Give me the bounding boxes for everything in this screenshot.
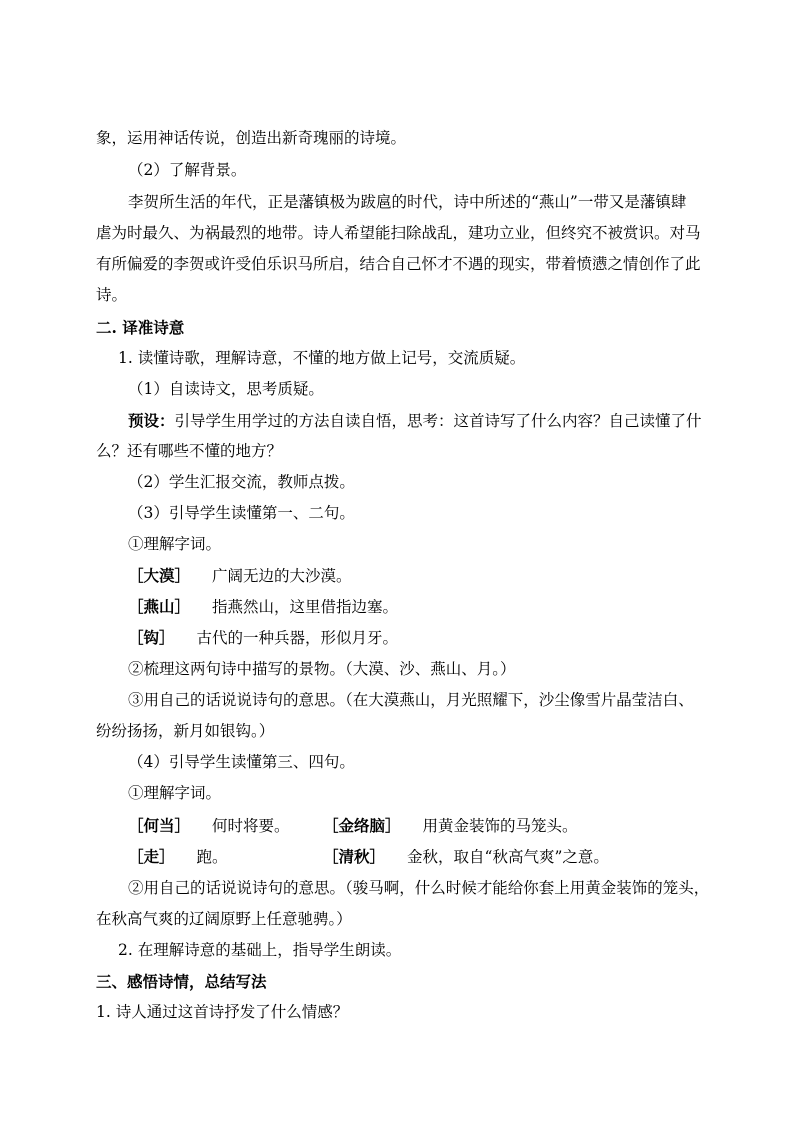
definition: 古代的一种兵器，形似月牙。 — [196, 629, 399, 647]
question-item: 1. 诗人通过这首诗抒发了什么情感？ — [96, 1003, 349, 1021]
sub-item: （2）学生汇报交流，教师点拨。 — [128, 473, 355, 491]
section-heading: 三、感悟诗情，总结写法 — [96, 972, 267, 991]
subsection-heading: （2）了解背景。 — [128, 161, 247, 179]
term: ［燕山］ — [128, 597, 191, 616]
step-item: ①理解字词。 — [128, 535, 222, 553]
list-item: 1. 读懂诗歌，理解诗意，不懂的地方做上记号，交流质疑。 — [118, 349, 526, 367]
definition: 何时将要。 — [212, 817, 290, 835]
term-definition — [323, 847, 609, 867]
sub-item: （3）引导学生读懂第一、二句。 — [128, 504, 355, 522]
paragraph-line: 在秋高气爽的辽阔原野上任意驰骋。） — [96, 910, 352, 928]
term-definition — [128, 847, 228, 867]
paragraph-line: 象，运用神话传说，创造出新奇瑰丽的诗境。 — [96, 129, 407, 147]
list-item: 2. 在理解诗意的基础上，指导学生朗读。 — [118, 941, 402, 959]
preset-text: 引导学生用学过的方法自读自悟，思考：这首诗写了什么内容？自己读懂了什 — [174, 412, 702, 430]
step-item: ①理解字词。 — [128, 784, 222, 802]
term: ［清秋］ — [323, 847, 386, 866]
paragraph-line: 纷纷扬扬，新月如银钩。） — [96, 722, 275, 740]
term: ［金络脑］ — [323, 816, 401, 835]
step-item: ③用自己的话说说诗句的意思。（在大漠燕山，月光照耀下，沙尘像雪片晶莹洁白、 — [128, 691, 694, 709]
paragraph-line: 有所偏爱的李贺或许受伯乐识马所启，结合自己怀才不遇的现实，带着愤懑之情创作了此 — [96, 255, 701, 273]
sub-item: （4）引导学生读懂第三、四句。 — [128, 753, 355, 771]
step-item: ②梳理这两句诗中描写的景物。（大漠、沙、燕山、月。） — [128, 660, 516, 678]
term-definition — [128, 566, 352, 586]
definition: 广阔无边的大沙漠。 — [212, 567, 352, 585]
paragraph-line: 么？还有哪些不懂的地方？ — [96, 442, 283, 460]
term-definition — [128, 597, 398, 617]
term: ［钩］ — [128, 628, 175, 647]
definition: 金秋，取自“秋高气爽”之意。 — [407, 848, 609, 866]
section-heading: 二. 译准诗意 — [96, 318, 185, 337]
term: ［何当］ — [128, 816, 191, 835]
term: ［大漠］ — [128, 566, 191, 585]
paragraph-line: 虐为时最久、为祸最烈的地带。诗人希望能扫除战乱，建功立业，但终究不被赏识。对马 — [96, 224, 701, 242]
paragraph-line: 李贺所生活的年代，正是藩镇极为跋扈的时代，诗中所述的“燕山”一带又是藩镇肆 — [128, 193, 687, 211]
preset-label: 预设： — [128, 411, 175, 430]
term-definition — [128, 628, 398, 648]
definition: 用黄金装饰的马笼头。 — [422, 817, 578, 835]
term-definition — [323, 816, 578, 836]
paragraph-line: 诗。 — [96, 286, 128, 304]
term-definition — [128, 816, 290, 836]
step-item: ②用自己的话说说诗句的意思。（骏马啊，什么时候才能给你套上用黄金装饰的笼头， — [128, 879, 710, 897]
definition: 跑。 — [196, 848, 228, 866]
preset-line — [128, 411, 702, 431]
term: ［走］ — [128, 847, 175, 866]
definition: 指燕然山，这里借指边塞。 — [212, 598, 399, 616]
sub-item: （1）自读诗文，思考质疑。 — [128, 380, 324, 398]
